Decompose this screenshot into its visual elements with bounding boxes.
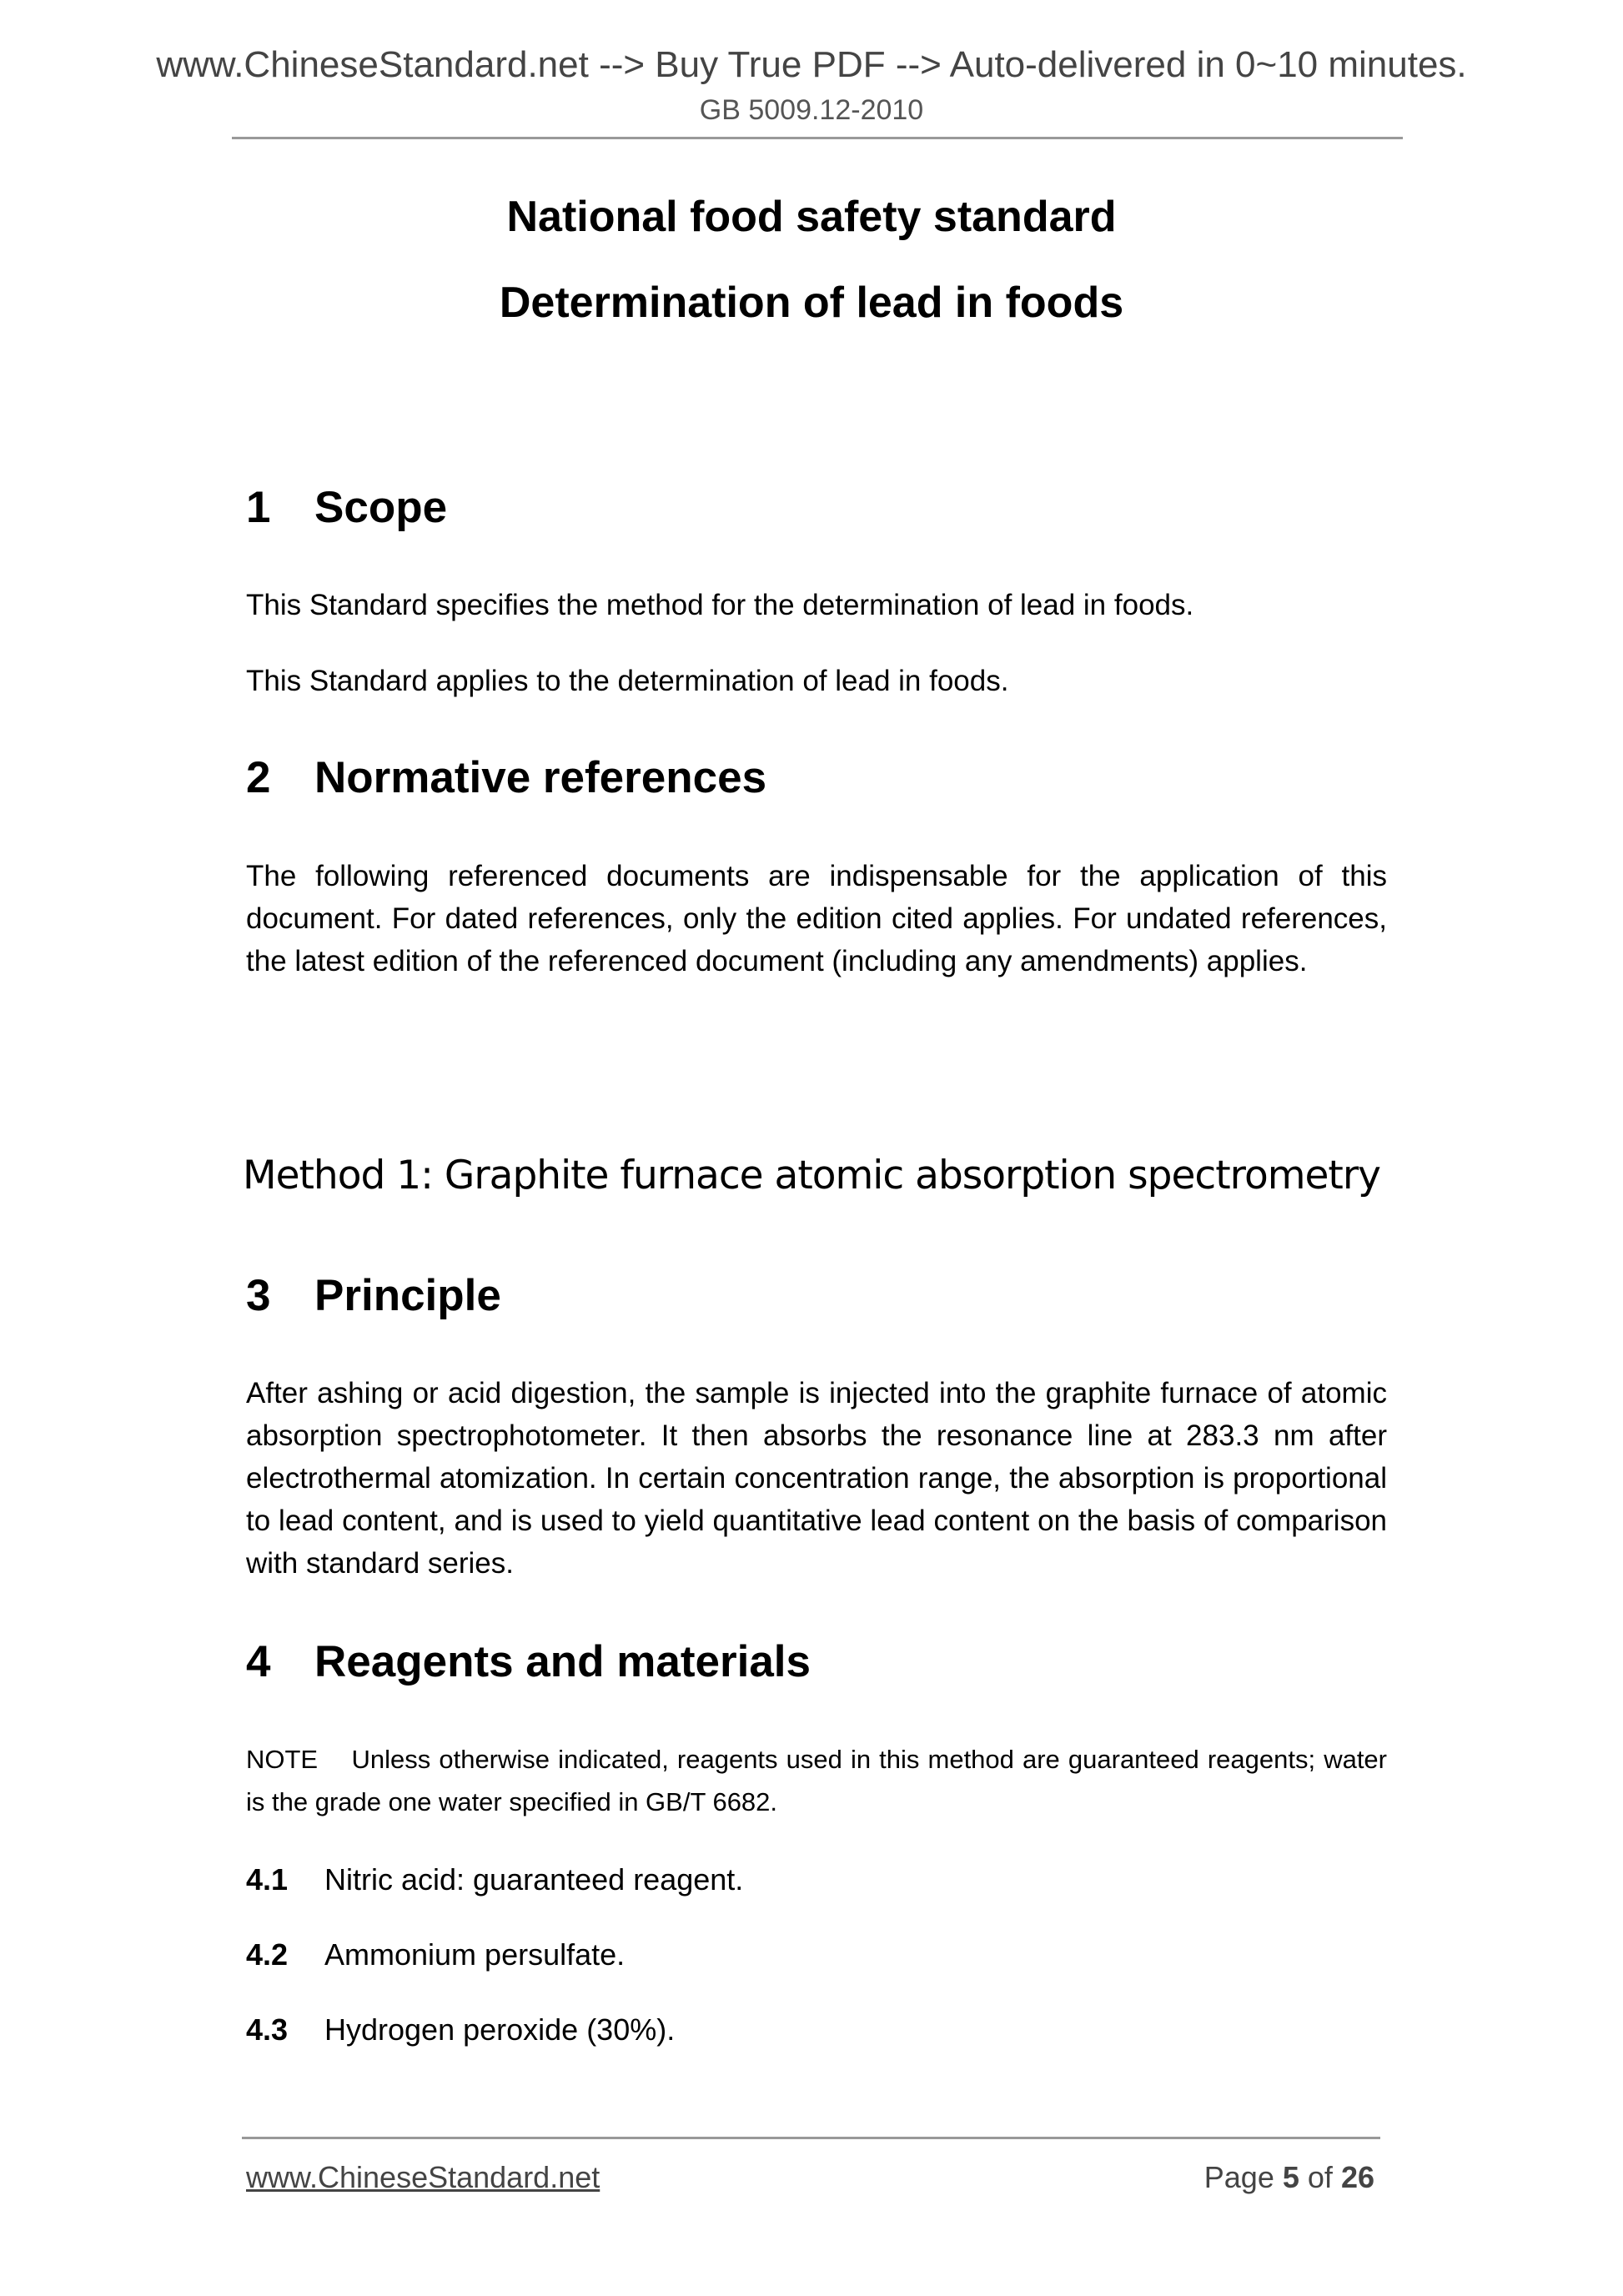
method-heading: Method 1: Graphite furnace atomic absorption spectrometry [243, 1153, 1380, 1198]
page-number [1204, 2160, 1374, 2195]
list-item [246, 1862, 743, 1897]
document-code: GB 5009.12-2010 [699, 94, 924, 126]
total-pages: 26 [1340, 2160, 1374, 2194]
section-number: 1 [246, 483, 271, 532]
title-line-2: Determination of lead in foods [499, 279, 1124, 327]
section-3-heading [246, 1270, 501, 1321]
footer-website-link[interactable]: www.ChineseStandard.net [246, 2160, 600, 2194]
header-divider [232, 137, 1403, 139]
title-line-1: National food safety standard [506, 193, 1117, 241]
section-title: Principle [314, 1271, 501, 1320]
current-page: 5 [1282, 2160, 1299, 2194]
section-number: 4 [246, 1637, 271, 1686]
section-title: Normative references [314, 753, 767, 802]
paragraph: After ashing or acid digestion, the sample is injected into the graphite furnace of atomic absorption spectrophotometer. It then absorbs the resonance line at 283.3 nm after electrothermal atomization. In certain concentration range, the absorption is proportional to lead content, and is used to yield quantitative lead content on the basis of comparison with standard series. [246, 1377, 1387, 1580]
list-item [246, 2012, 675, 2047]
footer-divider [242, 2137, 1380, 2139]
section-1-heading [246, 482, 447, 533]
item-text: Hydrogen peroxide (30%). [324, 2012, 676, 2047]
item-text: Ammonium persulfate. [324, 1937, 626, 1972]
note [246, 1738, 1387, 1823]
paragraph: This Standard specifies the method for the determination of lead in foods. [246, 589, 1194, 621]
section-2-heading [246, 752, 766, 803]
item-text: Nitric acid: guaranteed reagent. [324, 1862, 744, 1897]
item-number: 4.1 [246, 1862, 289, 1897]
page-of: of [1307, 2160, 1333, 2194]
section-4-heading [246, 1636, 811, 1687]
paragraph: This Standard applies to the determination of lead in foods. [246, 665, 1009, 697]
section-number: 2 [246, 753, 271, 802]
page-label: Page [1203, 2160, 1274, 2194]
note-text: Unless otherwise indicated, reagents used in this method are guaranteed reagents; water is the grade one water specified in GB/T 6682. [246, 1745, 1387, 1816]
list-item [246, 1937, 625, 1972]
header-banner: www.ChineseStandard.net --> Buy True PDF --> Auto-delivered in 0~10 minutes. [156, 44, 1467, 85]
note-label: NOTE [246, 1745, 319, 1774]
section-number: 3 [246, 1271, 271, 1320]
section-title: Reagents and materials [314, 1637, 812, 1686]
paragraph: The following referenced documents are indispensable for the application of this document. For dated references, only the edition cited applies. For undated references, the latest edition of the referenced document (including any amendments) applies. [246, 860, 1387, 977]
item-number: 4.3 [246, 2012, 289, 2047]
section-title: Scope [314, 483, 448, 532]
item-number: 4.2 [246, 1937, 289, 1972]
